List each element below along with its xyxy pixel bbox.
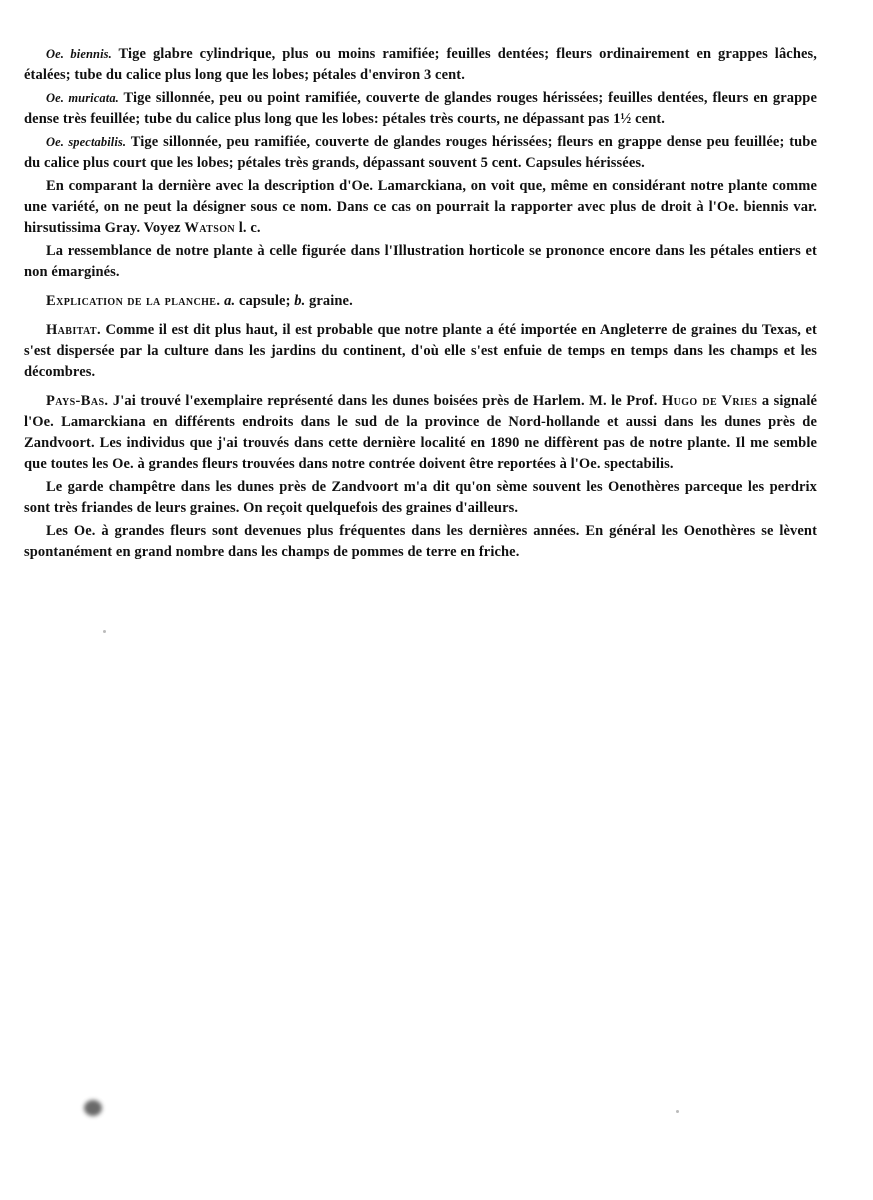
species-description: Tige sillonnée, peu ou point ramifiée, couverte de glandes rouges hérissées; feuilles dentées, fleurs en grappe dense très feuillée; tube du calice plus long que les lobes: pétales très courts, ne dépassant pas 1½ cent.: [24, 90, 817, 127]
label-b-text: graine.: [305, 293, 353, 309]
ink-smudge: [84, 1100, 102, 1116]
habitat-heading: Habitat.: [46, 322, 101, 338]
explication-heading: Explication de la planche.: [46, 293, 221, 309]
species-biennis: [24, 44, 817, 86]
comparison-text: En comparant la dernière avec la description d'Oe. Lamarckiana, on voit que, même en considérant notre plante comme une variété, on ne peut la désigner sous ce nom. Dans ce cas on pourrait la rapporter avec plus de droit à l'Oe. biennis var. hirsutissima Gray. Voyez: [24, 178, 817, 236]
species-description: Tige sillonnée, peu ramifiée, couverte de glandes rouges hérissées; fleurs en grappe dense peu feuillée; tube du calice plus court que les lobes; pétales très grands, dépassant souvent 5 cent. Capsules hérissées.: [24, 134, 817, 171]
label-a-text: capsule;: [235, 293, 295, 309]
species-muricata: [24, 88, 817, 130]
author-hugo-de-vries: Hugo de Vries: [661, 393, 758, 409]
pays-bas-heading: Pays-Bas.: [46, 393, 109, 409]
author-watson: Watson: [184, 220, 236, 236]
label-a: a.: [224, 293, 236, 309]
garde-paragraph: Le garde champêtre dans les dunes près de Zandvoort m'a dit qu'on sème souvent les Oenothères parceque les perdrix sont très friandes de leurs graines. On reçoit quelquefois des graines d'ailleurs.: [24, 479, 817, 516]
pays-bas-text-1: J'ai trouvé l'exemplaire représenté dans les dunes boisées près de Harlem. M. le Prof.: [108, 393, 662, 409]
habitat-text: Comme il est dit plus haut, il est probable que notre plante a été importée en Angleterre de graines du Texas, et s'est dispersée par la culture dans les jardins du continent, d'où elle s'est enfuie de temps en temps dans les champs et les décombres.: [24, 322, 817, 380]
label-b: b.: [294, 293, 306, 309]
resemblance-paragraph: La ressemblance de notre plante à celle figurée dans l'Illustration horticole se prononce encore dans les pétales entiers et non émarginés.: [24, 243, 817, 280]
comparison-paragraph: [24, 176, 817, 239]
species-spectabilis: [24, 132, 817, 174]
final-paragraph: Les Oe. à grandes fleurs sont devenues plus fréquentes dans les dernières années. En général les Oenothères se lèvent spontanément en grand nombre dans les champs de pommes de terre en friche.: [24, 523, 817, 560]
species-description: Tige glabre cylindrique, plus ou moins ramifiée; feuilles dentées; fleurs ordinairement en grappes lâches, étalées; tube du calice plus long que les lobes; pétales d'environ 3 cent.: [24, 46, 817, 83]
explication-paragraph: [24, 291, 817, 312]
comparison-citation: l. c.: [235, 220, 261, 236]
paper-speck: [676, 1110, 679, 1113]
habitat-paragraph: [24, 320, 817, 383]
pays-bas-text-2: a signalé l'Oe. Lamarckiana en différents endroits dans le sud de la province de Nord-hollande et aussi dans les dunes près de Zandvoort. Les individus que j'ai trouvés dans cette dernière localité en 1890 ne diffèrent pas de notre plante. Il me semble que toutes les Oe. à grandes fleurs trouvées dans notre contrée doivent être reportées à l'Oe. spectabilis.: [24, 393, 818, 472]
document-page: [24, 44, 817, 565]
paper-speck: [103, 630, 106, 633]
pays-bas-paragraph: [24, 391, 817, 475]
species-name: Oe. biennis.: [46, 47, 112, 61]
species-name: Oe. muricata.: [46, 91, 119, 105]
species-name: Oe. spectabilis.: [46, 135, 127, 149]
